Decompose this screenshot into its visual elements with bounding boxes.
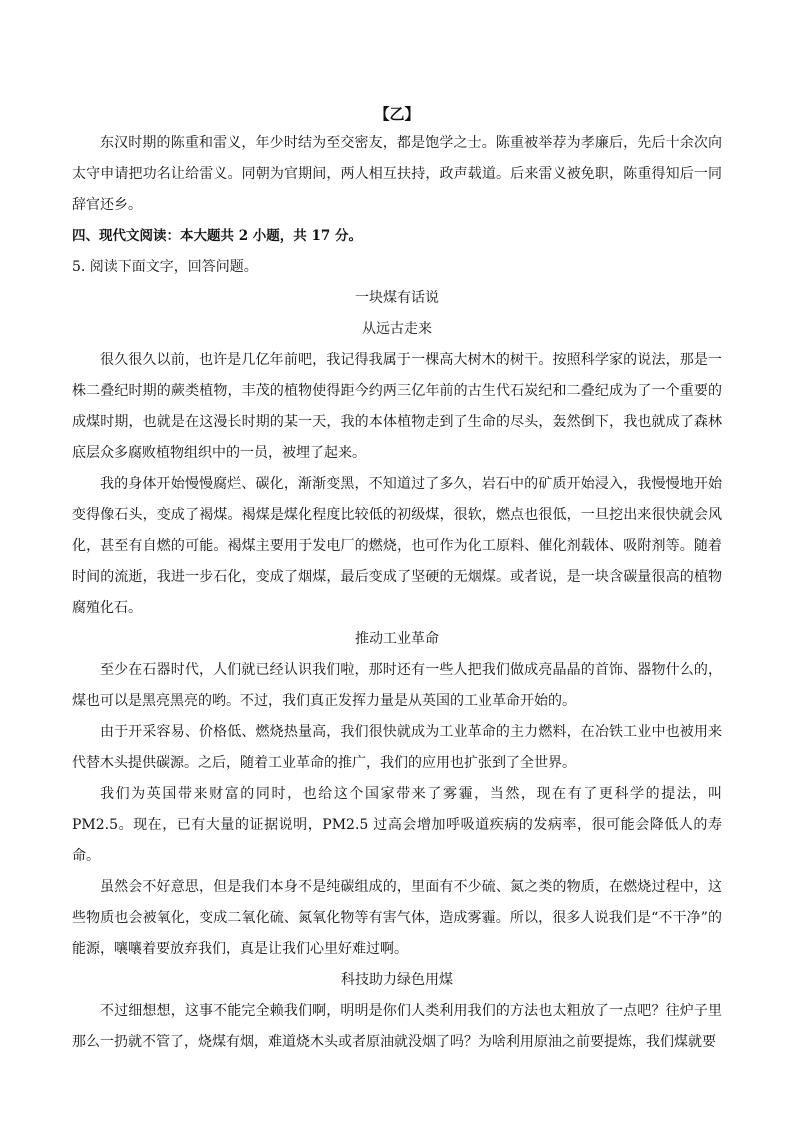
section-4-title xyxy=(72,221,722,252)
section-heading-industrial: 推动工业革命 xyxy=(355,631,439,647)
article-paragraph: 我的身体开始慢慢腐烂、碳化，渐渐变黑，不知道过了多久，岩石中的矿质开始浸入，我慢慢地开始变得像石头，变成了褐煤。褐煤是煤化程度比较低的初级煤，很软，燃点也很低，一旦挖出来很快就会风化，甚至有自燃的可能。褐煤主要用于发电厂的燃烧，也可作为化工原料、催化剂载体、吸附剂等。随着时间的流逝，我进一步石化，变成了烟煤，最后变成了坚硬的无烟煤。或者说，是一块含碳量很高的植物腐殖化石。 xyxy=(72,476,722,616)
section-4-title-rest: 本大题共 2 小题，共 17 分。 xyxy=(180,228,362,244)
article-title: 一块煤有话说 xyxy=(355,290,439,306)
passage-yi-paragraph: 东汉时期的陈重和雷义，年少时结为至交密友，都是饱学之士。陈重被举荐为孝廉后，先后十余次向太守申请把功名让给雷义。同朝为官期间，两人相互扶持，政声载道。后来雷义被免职，陈重得知后一同辞官还乡。 xyxy=(72,135,722,213)
article-paragraph: 虽然会不好意思，但是我们本身不是纯碳组成的，里面有不少硫、氮之类的物质，在燃烧过程中，这些物质也会被氧化，变成二氧化硫、氮氧化物等有害气体，造成雾霾。所以，很多人说我们是“不干净”的能源，嚷嚷着要放弃我们，真是让我们心里好难过啊。 xyxy=(72,879,722,957)
article-paragraph: 至少在石器时代，人们就已经认识我们啦，那时还有一些人把我们做成亮晶晶的首饰、器物什么的，煤也可以是黑亮黑亮的哟。不过，我们真正发挥力量是从英国的工业革命开始的。 xyxy=(72,662,722,709)
passage-yi-label: 【乙】 xyxy=(374,105,420,123)
question-5-prompt: 5. 阅读下面文字，回答问题。 xyxy=(72,259,258,275)
article-paragraph: 很久很久以前，也许是几亿年前吧，我记得我属于一棵高大树木的树干。按照科学家的说法，那是一株二叠纪时期的蕨类植物，丰茂的植物使得距今约两三亿年前的古生代石炭纪和二叠纪成为了一个重要的成煤时期，也就是在这漫长时期的某一天，我的本体植物走到了生命的尽头，轰然倒下，我也就成了森林底层众多腐败植物组织中的一员，被埋了起来。 xyxy=(72,352,722,461)
article-paragraph: 由于开采容易、价格低、燃烧热量高，我们很快就成为工业革命的主力燃料，在冶铁工业中也被用来代替木头提供碳源。之后，随着工业革命的推广，我们的应用也扩张到了全世界。 xyxy=(72,724,722,771)
section-4-title-bold: 四、现代文阅读： xyxy=(72,228,180,244)
section-heading-green-coal: 科技助力绿色用煤 xyxy=(341,972,453,988)
article-paragraph: 不过细想想，这事不能完全赖我们啊，明明是你们人类利用我们的方法也太粗放了一点吧？往炉子里那么一扔就不管了，烧煤有烟，难道烧木头或者原油就没烟了吗？为啥利用原油之前要提炼，我们煤就要 xyxy=(72,1003,722,1050)
article-paragraph: 我们为英国带来财富的同时，也给这个国家带来了雾霾，当然，现在有了更科学的提法，叫 PM2.5。现在，已有大量的证据说明，PM2.5 过高会增加呼吸道疾病的发病率，很可能会降低人的寿命。 xyxy=(72,786,722,864)
document-page xyxy=(72,100,722,1058)
section-heading-ancient: 从远古走来 xyxy=(362,321,432,337)
